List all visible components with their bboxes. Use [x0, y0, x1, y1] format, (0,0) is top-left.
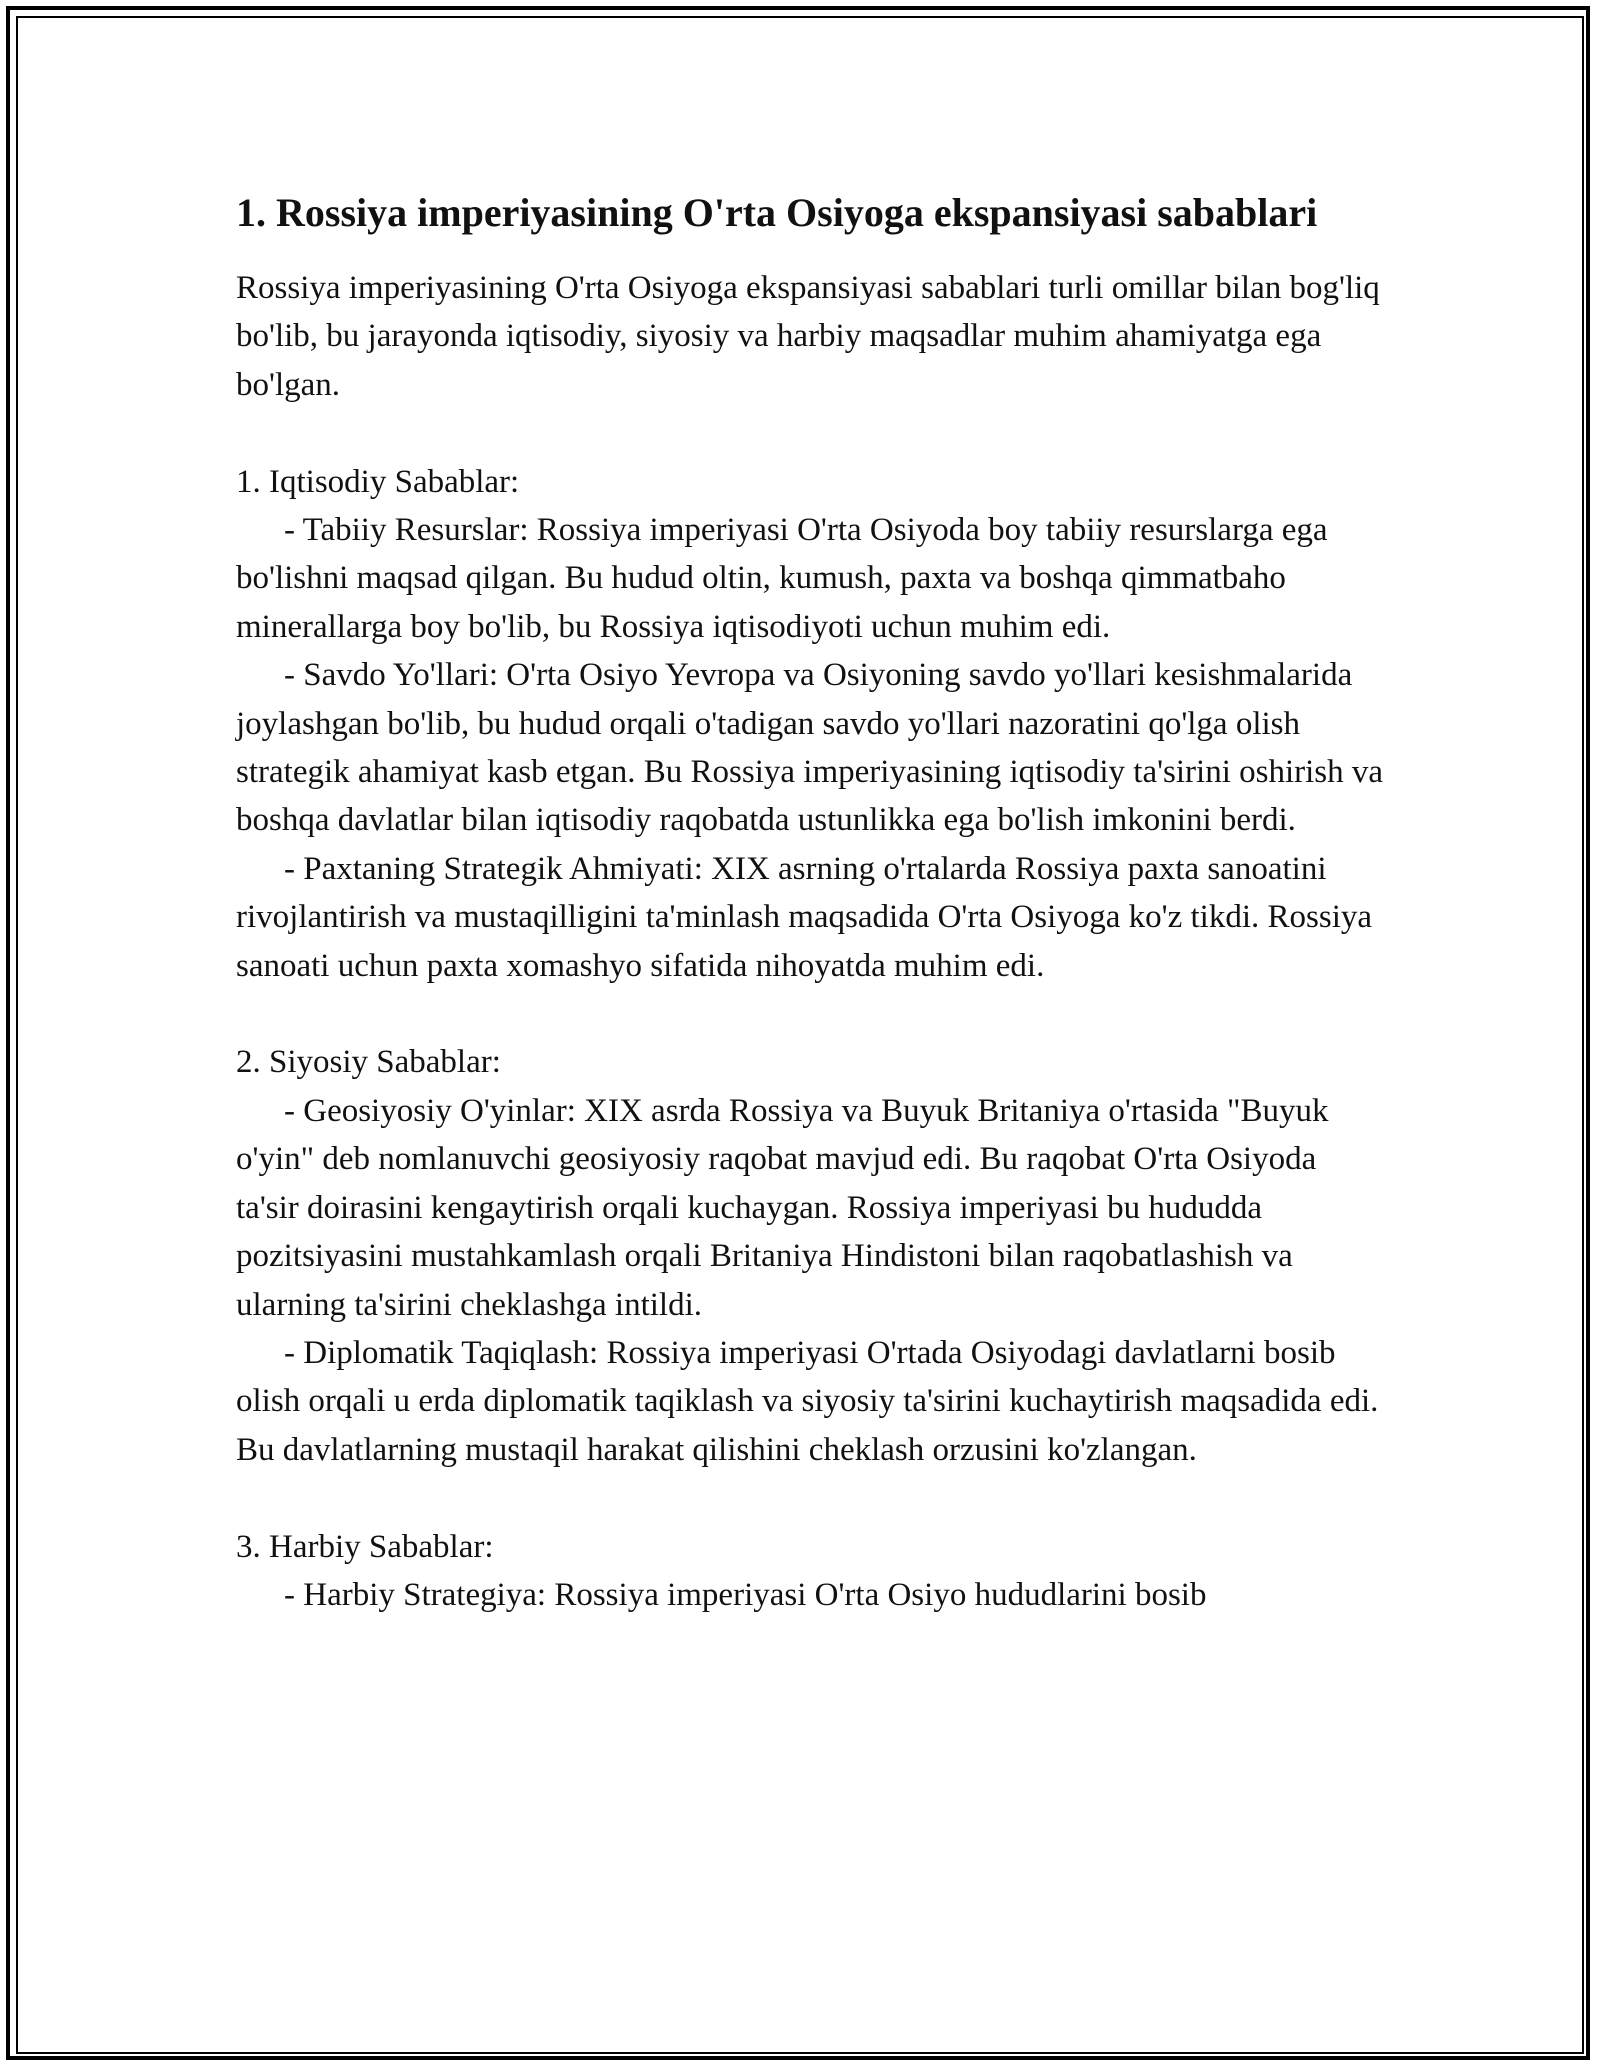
spacer — [236, 1474, 1386, 1522]
bullet-text: - Tabiiy Resurslar: Rossiya imperiyasi O'rta Osiyoda boy tabiiy resurslarga ega bo'lishni maqsad qilgan. Bu hudud oltin, kumush, paxta va boshqa qimmatbaho minerallarga boy bo'lib, bu Rossiya iqtisodiyoti uchun muhim edi. — [236, 512, 1328, 645]
spacer — [236, 409, 1386, 457]
section-heading-political: 2. Siyosiy Sabablar: — [236, 1044, 501, 1081]
document-body — [236, 186, 1386, 1619]
list-item — [236, 1329, 1386, 1474]
list-item — [236, 651, 1386, 845]
list-item — [236, 506, 1386, 651]
bullet-text: - Paxtaning Strategik Ahmiyati: XIX asrning o'rtalarda Rossiya paxta sanoatini rivojlantirish va mustaqilligini ta'minlash maqsadida O'rta Osiyoga ko'z tikdi. Rossiya sanoati uchun paxta xomashyo sifatida nihoyatda muhim edi. — [236, 850, 1373, 984]
document-title: 1. Rossiya imperiyasining O'rta Osiyoga ekspansiyasi sabablari — [236, 190, 1318, 235]
intro-paragraph: Rossiya imperiyasining O'rta Osiyoga ekspansiyasi sabablari turli omillar bilan bog'liq bo'lib, bu jarayonda iqtisodiy, siyosiy va harbiy maqsadlar muhim ahamiyatga ega bo'lgan. — [236, 270, 1380, 403]
list-item — [236, 1087, 1386, 1329]
bullet-text: - Savdo Yo'llari: O'rta Osiyo Yevropa va Osiyoning savdo yo'llari kesishmalarida joylashgan bo'lib, bu hudud orqali o'tadigan savdo yo'llari nazoratini qo'lga olish strategik ahamiyat kasb etgan. Bu Rossiya imperiyasining iqtisodiy ta'sirini oshirish va boshqa davlatlar bilan iqtisodiy raqobatda ustunlikka ega bo'lish imkonini berdi. — [236, 657, 1384, 839]
section-heading-military: 3. Harbiy Sabablar: — [236, 1528, 494, 1565]
spacer — [236, 990, 1386, 1038]
section-heading-economic: 1. Iqtisodiy Sabablar: — [236, 463, 520, 500]
bullet-text: - Diplomatik Taqiqlash: Rossiya imperiyasi O'rtada Osiyodagi davlatlarni bosib olish orqali u erda diplomatik taqiklash va siyosiy ta'sirini kuchaytirish maqsadida edi. Bu davlatlarning mustaqil harakat qilishini cheklash orzusini ko'zlangan. — [236, 1334, 1379, 1468]
list-item — [236, 845, 1386, 990]
bullet-text: - Geosiyosiy O'yinlar: XIX asrda Rossiya va Buyuk Britaniya o'rtasida "Buyuk o'yin" deb nomlanuvchi geosiyosiy raqobat mavjud edi. Bu raqobat O'rta Osiyoda ta'sir doirasini kengaytirish orqali kuchaygan. Rossiya imperiyasi bu hududda pozitsiyasini mustahkamlash orqali Britaniya Hindistoni bilan raqobatlashish va ularning ta'sirini cheklashga intildi. — [236, 1092, 1329, 1323]
bullet-text: - Harbiy Strategiya: Rossiya imperiyasi O'rta Osiyo hududlarini bosib — [284, 1576, 1207, 1613]
list-item — [236, 1571, 1386, 1619]
